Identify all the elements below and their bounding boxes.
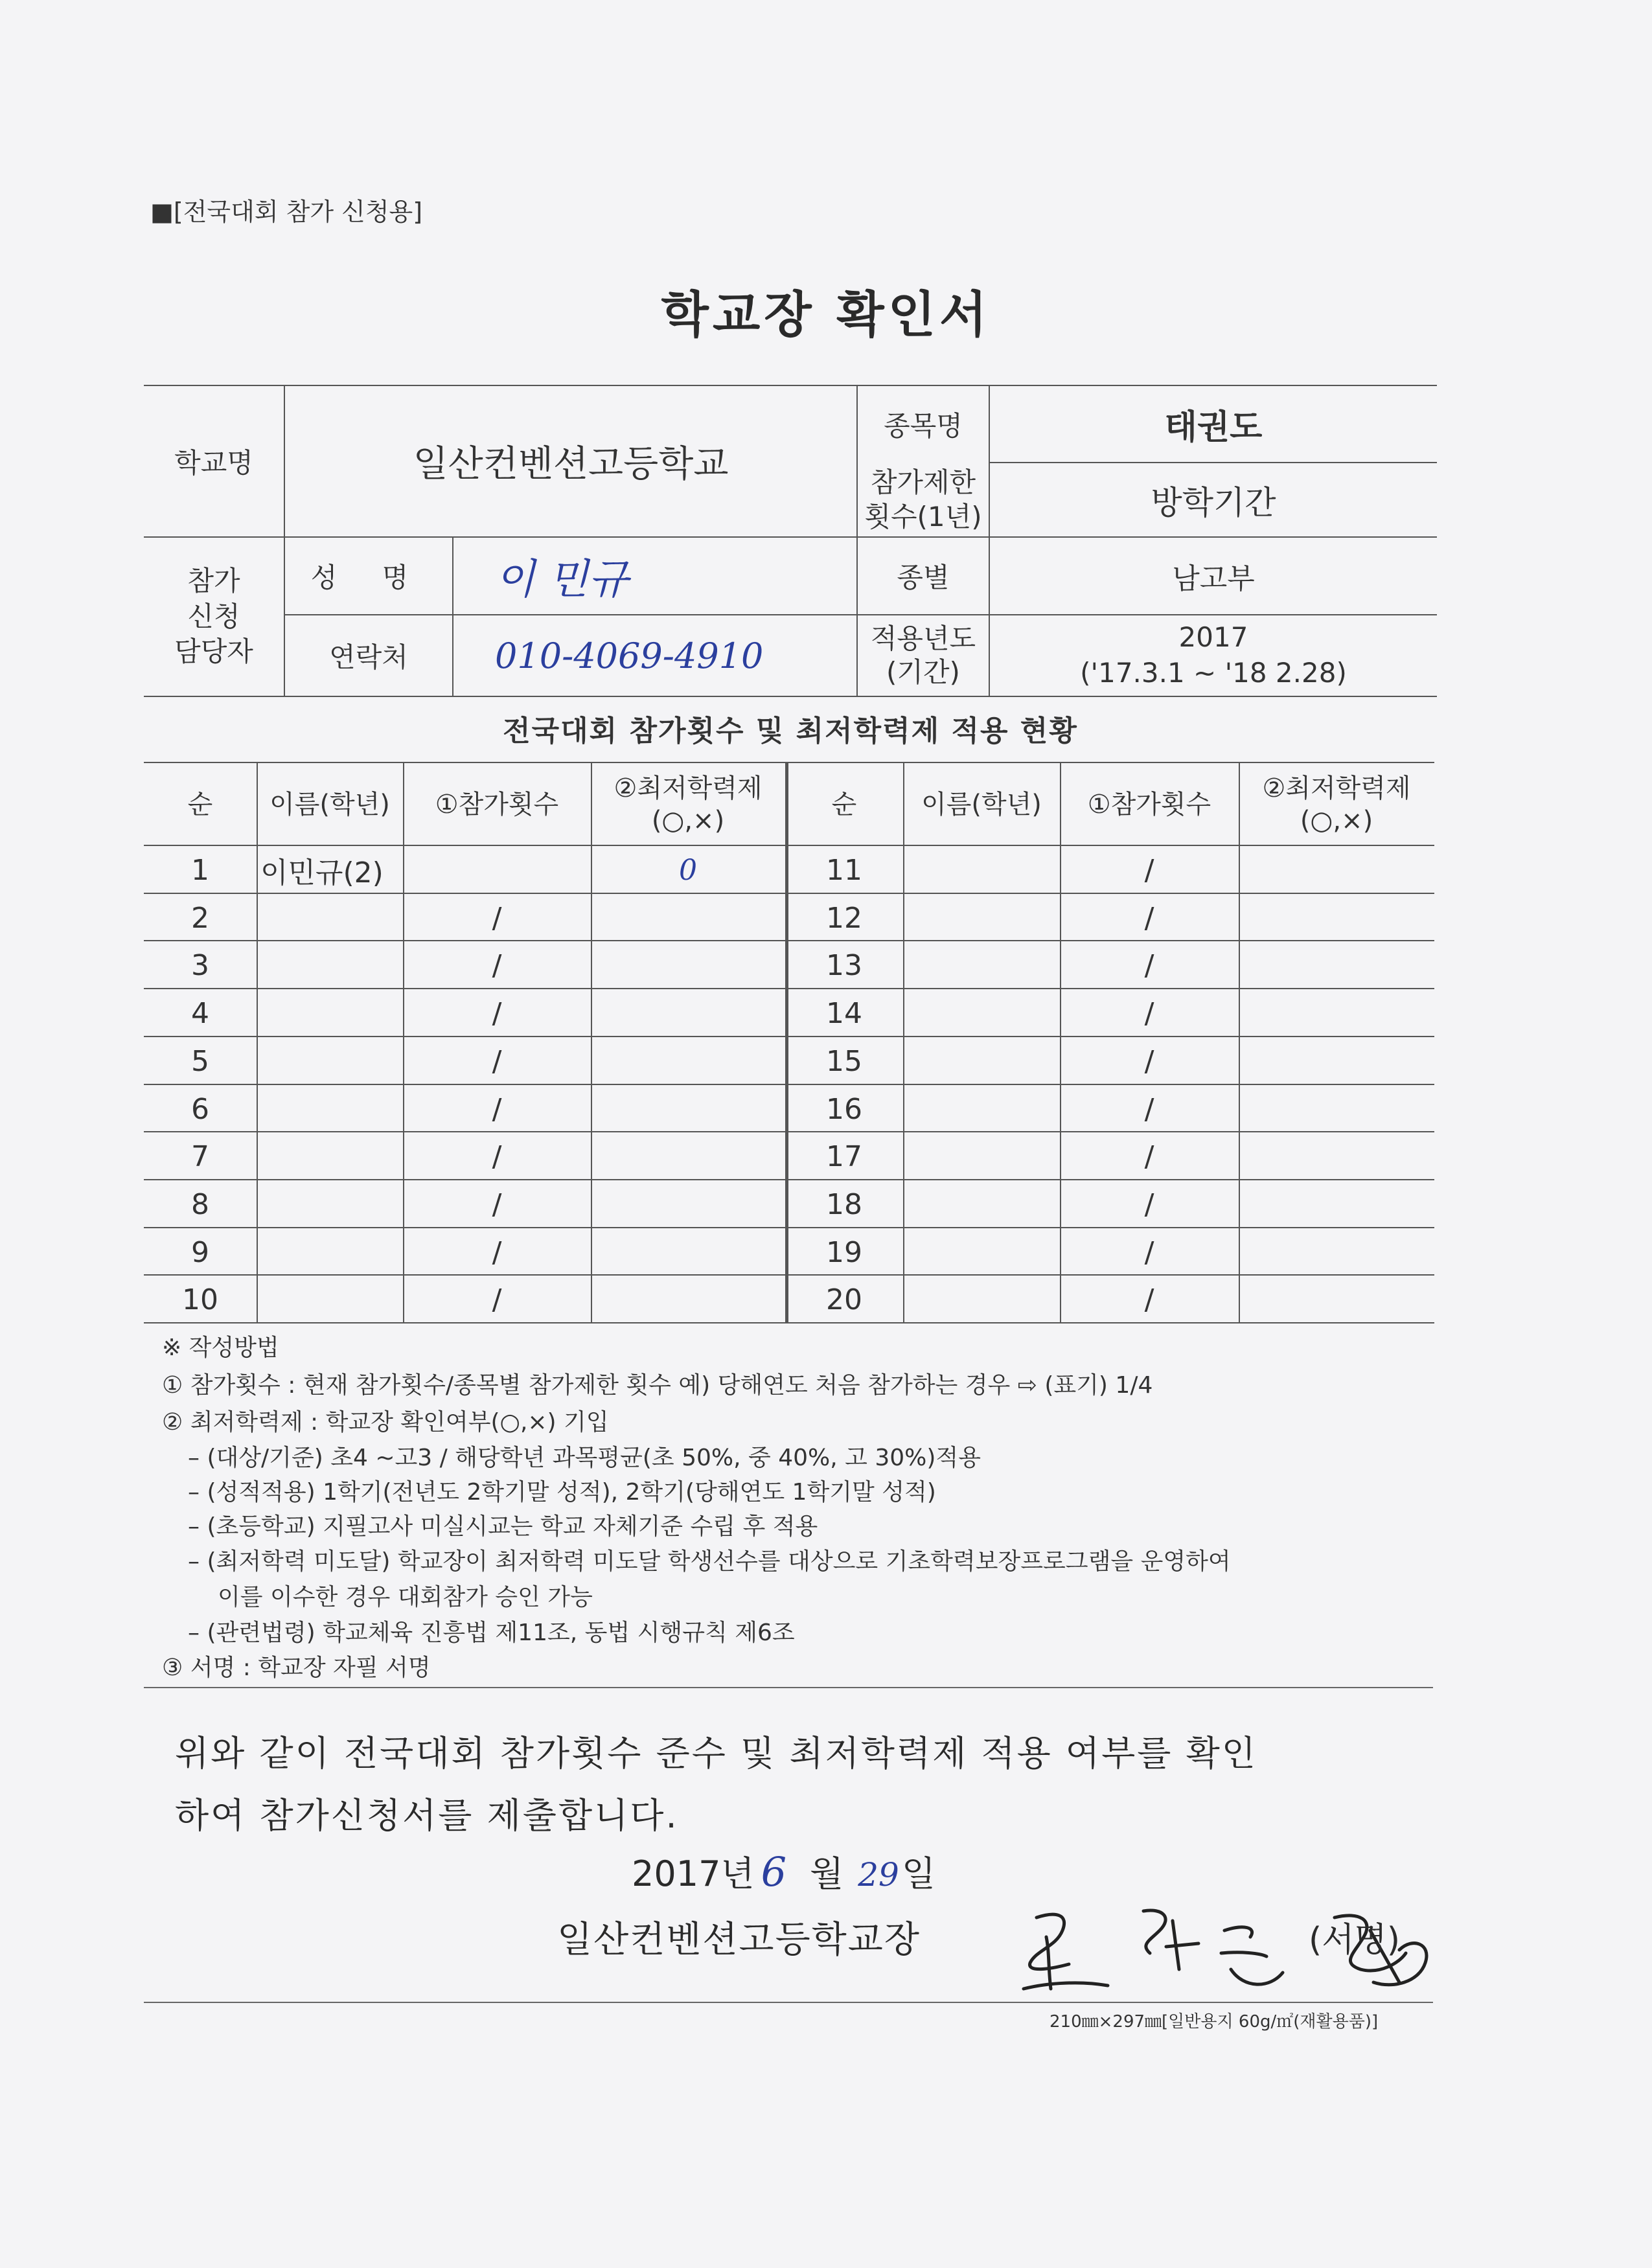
- header-name-grade-left: 이름(학년): [270, 790, 390, 819]
- row-name: [903, 1276, 1060, 1323]
- row-name: [903, 846, 1060, 894]
- row-number: 5: [191, 1044, 209, 1078]
- row-min-academic: [1239, 1228, 1434, 1276]
- row-min-academic: [591, 941, 785, 989]
- row-number: 17: [826, 1140, 862, 1173]
- row-min-academic: [591, 894, 785, 942]
- row-min-academic: [591, 1276, 785, 1323]
- row-min-academic: [591, 989, 785, 1037]
- row-participation-count: /: [1144, 996, 1154, 1030]
- signature-label: (서명): [1309, 1921, 1401, 1960]
- row-participation-count: /: [1144, 1235, 1154, 1269]
- applicant-manager-label: 참가 신청 담당자: [174, 565, 253, 668]
- row-participation-count: /: [1144, 1283, 1154, 1316]
- submission-date: [632, 1846, 935, 1896]
- note-minimum-academic: ② 최저학력제 : 학교장 확인여부(○,×) 기입: [162, 1409, 609, 1436]
- manager-name-label: 성 명: [310, 562, 427, 593]
- participation-limit-value: 방학기간: [1151, 483, 1276, 521]
- section-title: 전국대회 참가횟수 및 최저학력제 적용 현황: [503, 715, 1078, 748]
- row-name: [257, 1085, 403, 1133]
- contact-label: 연락처: [329, 641, 408, 673]
- applicable-period-value: ('17.3.1 ~ '18 2.28): [1080, 657, 1347, 689]
- row-number: 20: [826, 1283, 862, 1316]
- participation-limit-label: 참가제한 횟수(1년): [864, 466, 982, 533]
- row-name: [903, 1037, 1060, 1085]
- division-label: 종별: [897, 562, 950, 593]
- note-signature: ③ 서명 : 학교장 자필 서명: [162, 1655, 431, 1681]
- row-min-academic: [591, 1180, 785, 1228]
- row-min-academic: 0: [679, 853, 697, 887]
- row-participation-count: /: [492, 901, 502, 935]
- header-min-academic-right: ②최저학력제 (○,×): [1262, 773, 1411, 836]
- document-title: 학교장 확인서: [661, 286, 991, 343]
- row-participation-count: /: [492, 1092, 502, 1126]
- row-participation-count: /: [1144, 1140, 1154, 1173]
- declaration-line-1: 위와 같이 전국대회 참가횟수 준수 및 최저학력제 적용 여부를 확인: [175, 1733, 1257, 1774]
- row-name: [903, 1180, 1060, 1228]
- row-min-academic: [1239, 1276, 1434, 1323]
- row-number: 7: [191, 1140, 209, 1173]
- row-name: 이민규(2): [260, 856, 384, 889]
- row-participation-count: /: [1144, 948, 1154, 982]
- note-grade-application: – (성적적용) 1학기(전년도 2학기말 성적), 2학기(당해연도 1학기말 성적): [188, 1479, 936, 1506]
- note-below-minimum: – (최저학력 미도달) 학교장이 최저학력 미도달 학생선수를 대상으로 기초학력보장프로그램을 운영하여: [188, 1548, 1231, 1575]
- principal-title: 일산컨벤션고등학교장: [557, 1919, 921, 1961]
- row-participation-count: /: [492, 1140, 502, 1173]
- note-elementary-school: – (초등학교) 지필고사 미실시교는 학교 자체기준 수립 후 적용: [188, 1513, 818, 1540]
- row-min-academic: [1239, 846, 1434, 894]
- row-name: [257, 1132, 403, 1180]
- row-min-academic: [591, 1037, 785, 1085]
- row-number: 8: [191, 1187, 209, 1221]
- row-participation-count: /: [1144, 853, 1154, 887]
- row-min-academic: [1239, 1037, 1434, 1085]
- paper-spec-footer: 210㎜×297㎜[일반용지 60g/㎡(재활용품)]: [1050, 2012, 1379, 2032]
- row-min-academic: [591, 1132, 785, 1180]
- row-min-academic: [1239, 1180, 1434, 1228]
- declaration-line-2: 하여 참가신청서를 제출합니다.: [175, 1795, 679, 1836]
- date-year: 2017년: [632, 1853, 755, 1894]
- row-participation-count: /: [492, 1235, 502, 1269]
- row-number: 12: [826, 901, 862, 935]
- row-name: [903, 1085, 1060, 1133]
- division-value: 남고부: [1172, 562, 1255, 595]
- note-below-minimum-cont: 이를 이수한 경우 대회참가 승인 가능: [218, 1584, 593, 1610]
- row-min-academic: [591, 1085, 785, 1133]
- header-participation-count-right: ①참가횟수: [1087, 790, 1211, 819]
- row-name: [903, 1132, 1060, 1180]
- row-participation-count: /: [492, 1187, 502, 1221]
- row-participation-count: /: [1144, 1092, 1154, 1126]
- row-number: 1: [191, 853, 209, 887]
- row-name: [903, 941, 1060, 989]
- applicable-year-cell: [990, 615, 1437, 696]
- row-number: 14: [826, 996, 862, 1030]
- row-name: [257, 1180, 403, 1228]
- row-participation-count: /: [492, 1283, 502, 1316]
- row-min-academic: [1239, 1132, 1434, 1180]
- row-name: [257, 894, 403, 942]
- row-name: [903, 894, 1060, 942]
- row-number: 11: [826, 853, 862, 887]
- school-name-label: 학교명: [174, 447, 253, 479]
- date-month-label: 월: [810, 1853, 844, 1894]
- row-number: 19: [826, 1235, 862, 1269]
- row-min-academic: [1239, 989, 1434, 1037]
- school-name-value: 일산컨벤션고등학교: [413, 443, 729, 485]
- event-value: 태권도: [1164, 408, 1263, 447]
- row-participation-count: /: [1144, 1187, 1154, 1221]
- date-month-value: 6: [761, 1848, 787, 1896]
- row-number: 15: [826, 1044, 862, 1078]
- applicable-year-label: 적용년도 (기간): [870, 622, 976, 688]
- note-target-criteria: – (대상/기준) 초4 ~고3 / 해당학년 과목평균(초 50%, 중 40%, 고 30%)적용: [188, 1445, 981, 1471]
- row-name: [257, 989, 403, 1037]
- row-number: 3: [191, 948, 209, 982]
- date-day-label: 일: [901, 1853, 936, 1894]
- row-min-academic: [591, 1228, 785, 1276]
- row-min-academic: [1239, 941, 1434, 989]
- row-name: [257, 1228, 403, 1276]
- header-seq-left: 순: [187, 790, 213, 819]
- row-number: 13: [826, 948, 862, 982]
- header-participation-count-left: ①참가횟수: [435, 790, 559, 819]
- header-name-grade-right: 이름(학년): [921, 790, 1042, 819]
- row-participation-count: /: [492, 948, 502, 982]
- row-name: [903, 1228, 1060, 1276]
- row-name: [903, 989, 1060, 1037]
- date-day-value: 29: [858, 1856, 899, 1894]
- header-min-academic-left: ②최저학력제 (○,×): [614, 773, 763, 836]
- note-related-law: – (관련법령) 학교체육 진흥법 제11조, 동법 시행규칙 제6조: [188, 1620, 795, 1646]
- row-number: 2: [191, 901, 209, 935]
- form-type-tag: ■[전국대회 참가 신청용]: [150, 198, 423, 226]
- row-min-academic: [1239, 894, 1434, 942]
- event-label: 종목명: [884, 409, 963, 442]
- contact-value: 010-4069-4910: [495, 635, 764, 676]
- row-number: 18: [826, 1187, 862, 1221]
- row-number: 10: [182, 1283, 218, 1316]
- header-seq-right: 순: [831, 790, 857, 819]
- row-number: 16: [826, 1092, 862, 1126]
- row-number: 9: [191, 1235, 209, 1269]
- applicable-year-value: 2017: [1178, 621, 1248, 654]
- row-participation-count: /: [492, 1044, 502, 1078]
- row-participation-count: /: [1144, 1044, 1154, 1078]
- row-name: [257, 1276, 403, 1323]
- notes-heading: ※ 작성방법: [162, 1334, 279, 1361]
- row-name: [257, 941, 403, 989]
- row-participation-count: [403, 846, 591, 894]
- note-participation-count: ① 참가횟수 : 현재 참가횟수/종목별 참가제한 횟수 예) 당해연도 처음 참가하는 경우 ⇨ (표기) 1/4: [162, 1372, 1153, 1399]
- row-min-academic: [1239, 1085, 1434, 1133]
- row-number: 4: [191, 996, 209, 1030]
- row-number: 6: [191, 1092, 209, 1126]
- manager-name-value: 이 민규: [495, 556, 628, 604]
- row-participation-count: /: [1144, 901, 1154, 935]
- row-name: [257, 1037, 403, 1085]
- row-participation-count: /: [492, 996, 502, 1030]
